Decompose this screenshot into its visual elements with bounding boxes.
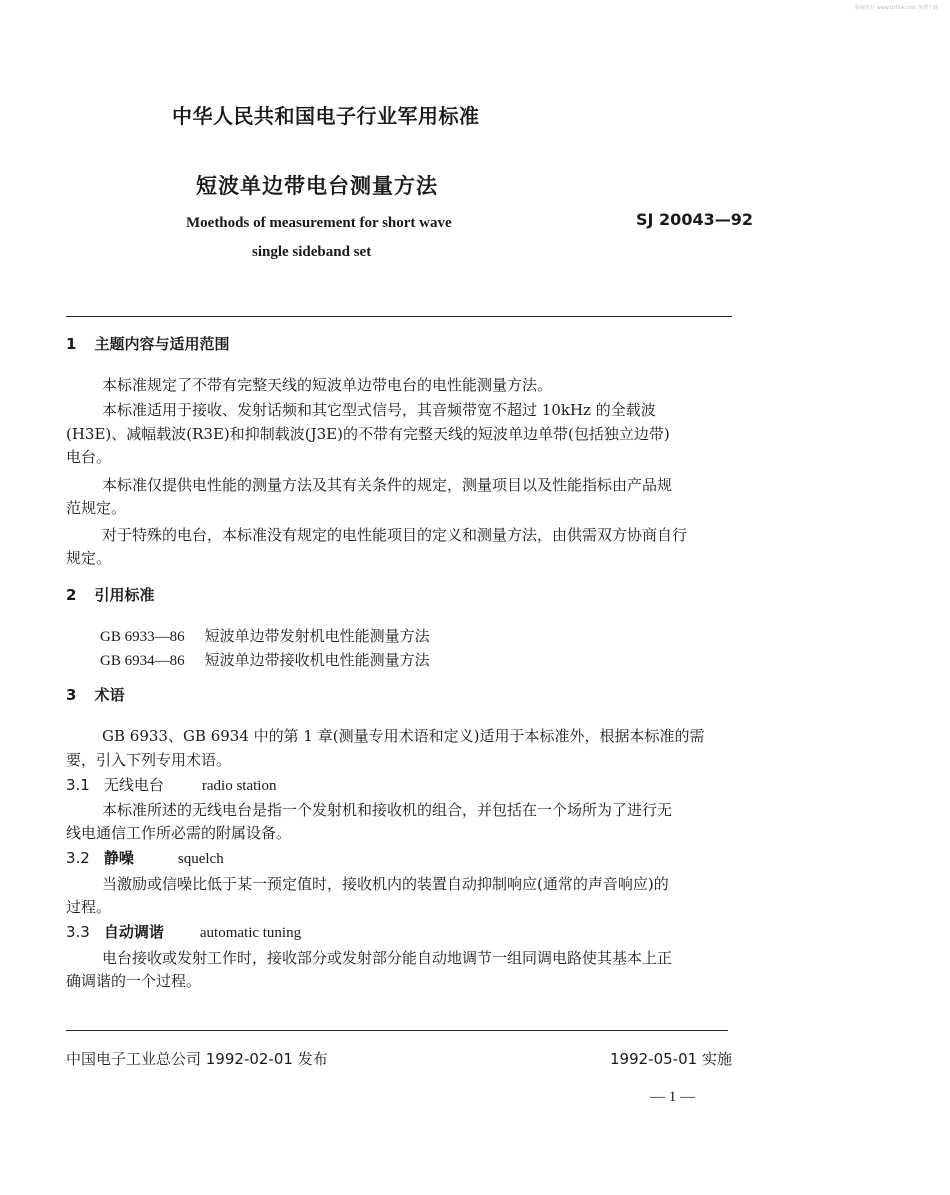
section-1-line: 规定。 — [66, 549, 112, 567]
reference-name: 短波单边带接收机电性能测量方法 — [204, 651, 430, 669]
section-1-number: 1 — [66, 335, 77, 353]
issuing-standard-category: 中华人民共和国电子行业军用标准 — [172, 104, 480, 128]
page-number: — 1 — — [650, 1089, 695, 1105]
term-number: 3.3 — [66, 923, 90, 941]
section-1-line: 范规定。 — [66, 499, 127, 517]
term-heading — [66, 847, 224, 868]
reference-standard-item — [100, 649, 430, 670]
section-3-intro-line: GB 6933、GB 6934 中的第 1 章(测量专用术语和定义)适用于本标准外，根据本标准的需 — [102, 727, 705, 745]
corner-watermark-note: 版权所有 www.bzfxw.com 免费下载 — [855, 5, 938, 11]
term-heading — [66, 774, 276, 795]
section-1-line: 电台。 — [66, 448, 112, 466]
section-3-title: 术语 — [94, 686, 125, 704]
section-2-heading — [66, 584, 154, 605]
term-definition-line: 线电通信工作所必需的附属设备。 — [66, 824, 292, 842]
term-number: 3.1 — [66, 776, 90, 794]
reference-code: GB 6933—86 — [100, 629, 185, 645]
section-1-title: 主题内容与适用范围 — [94, 335, 230, 353]
section-2-title: 引用标准 — [94, 586, 155, 604]
section-3-number: 3 — [66, 686, 77, 704]
section-3-intro-line: 要，引入下列专用术语。 — [66, 751, 232, 769]
section-1-line: 本标准适用于接收、发射话频和其它型式信号，其音频带宽不超过 10kHz 的全载波 — [102, 401, 656, 419]
term-definition-line: 本标准所述的无线电台是指一个发射机和接收机的组合，并包括在一个场所为了进行无 — [102, 801, 673, 819]
document-title-cn: 短波单边带电台测量方法 — [196, 174, 438, 198]
term-name-cn: 自动调谐 — [103, 923, 164, 941]
term-definition-line: 当激励或信噪比低于某一预定值时，接收机内的装置自动抑制响应(通常的声音响应)的 — [102, 875, 669, 893]
section-1-line: 对于特殊的电台，本标准没有规定的电性能项目的定义和测量方法，由供需双方协商自行 — [102, 526, 688, 544]
footer-divider — [66, 1030, 728, 1031]
term-name-cn: 无线电台 — [103, 776, 164, 794]
term-definition-line: 确调谐的一个过程。 — [66, 972, 202, 990]
reference-name: 短波单边带发射机电性能测量方法 — [204, 627, 430, 645]
issue-date: 中国电子工业总公司 1992-02-01 发布 — [66, 1050, 328, 1068]
section-1-line: (H3E)、减幅载波(R3E)和抑制载波(J3E)的不带有完整天线的短波单边单带(包括独立边带) — [66, 425, 670, 443]
term-definition-line: 过程。 — [66, 898, 112, 916]
effective-date: 1992-05-01 实施 — [610, 1050, 732, 1068]
header-divider — [66, 316, 732, 317]
standard-code: SJ 20043—92 — [636, 210, 753, 229]
term-name-en: radio station — [201, 778, 277, 794]
reference-standard-item — [100, 625, 430, 646]
document-title-en-line2: single sideband set — [252, 244, 372, 260]
document-title-en-line1: Moethods of measurement for short wave — [186, 215, 452, 231]
term-name-en: automatic tuning — [199, 925, 302, 941]
section-1-heading — [66, 333, 229, 354]
term-name-cn: 静噪 — [103, 849, 134, 867]
reference-code: GB 6934—86 — [100, 653, 185, 669]
section-2-number: 2 — [66, 586, 77, 604]
term-name-en: squelch — [177, 851, 224, 867]
section-1-line: 本标准仅提供电性能的测量方法及其有关条件的规定，测量项目以及性能指标由产品规 — [102, 476, 673, 494]
term-definition-line: 电台接收或发射工作时，接收部分或发射部分能自动地调节一组同调电路使其基本上正 — [102, 949, 673, 967]
section-1-line: 本标准规定了不带有完整天线的短波单边带电台的电性能测量方法。 — [102, 376, 553, 394]
term-heading — [66, 921, 301, 942]
term-number: 3.2 — [66, 849, 90, 867]
section-3-heading — [66, 684, 124, 705]
